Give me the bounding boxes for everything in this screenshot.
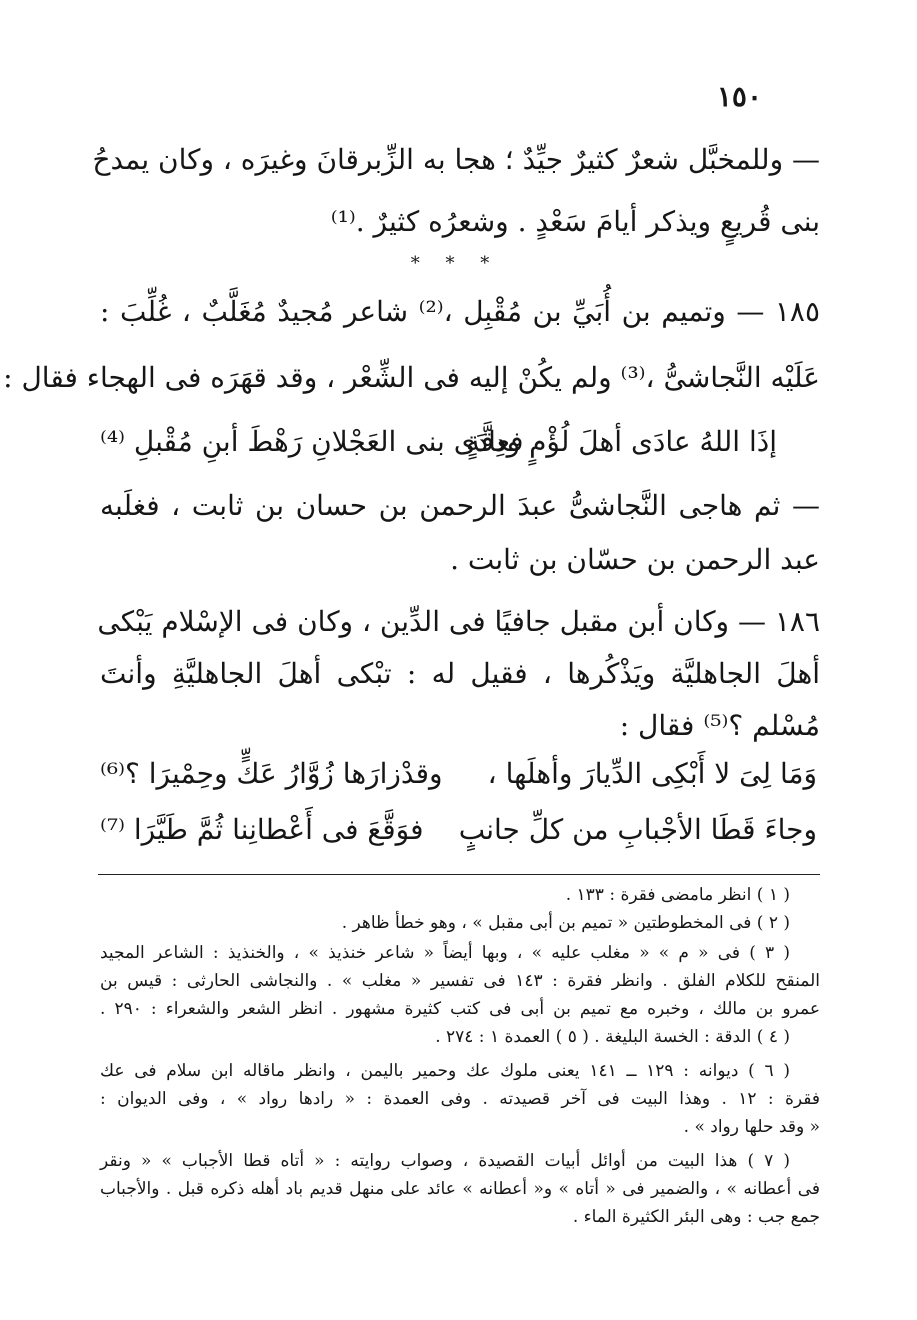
footnote-6-line-3: « وقد حلها رواد » . [683,1117,820,1137]
footnote-1: ( ١ ) انظر مامضى فقرة : ١٣٣ . [565,885,790,905]
verse-1-first-hemistich: إذَا اللهُ عادَى أهلَ لُؤْمٍ ودِقَّةٍ [465,425,777,458]
body-line-8: أهلَ الجاهليَّة ويَذْكُرها ، فقيل له : تبْكى أهلَ الجاهليَّةِ وأنتَ [100,657,820,690]
body-line-4: عَلَيْه النَّجاشىُّ ،⁽³⁾ ولم يكُنْ إليه فى الشِّعْر ، وقد قهَرَه فى الهجاء فقال : [3,361,820,394]
body-line-1: — وللمخبَّل شعرٌ كثيرٌ جيِّدٌ ؛ هجا به الزِّبرقانَ وغيرَه ، وكان يمدحُ [92,143,820,176]
verse-1-second-hemistich: فعادَى بنى العَجْلانِ رَهْطَ أبنِ مُقْبلِ ⁽⁴⁾ [100,425,524,458]
body-line-9: مُسْلم ؟⁽⁵⁾ فقال : [619,709,820,742]
footnote-7-line-1: ( ٧ ) هذا البيت من أوائل أبيات القصيدة ، وصواب روايته : « أتاه قطا الأجباب » « ونقر [100,1151,790,1171]
body-line-5: — ثم هاجى النَّجاشىُّ عبدَ الرحمن بن حسان بن ثابت ، فغلَبه [100,489,820,522]
footnote-2: ( ٢ ) فى المخطوطتين « تميم بن أبى مقبل » ، وهو خطأ ظاهر . [341,913,790,933]
body-line-6: عبد الرحمن بن حسّان بن ثابت . [450,543,820,576]
verse-3-second-hemistich: فوَقَّعَ فى أَعْطانِنا ثُمَّ طَيَّرَا ⁽⁷⁾ [100,813,424,846]
footnote-3-line-3: عمرو بن مالك ، وخبره مع تميم بن أبى فى كتب كثيرة مشهور . انظر الشعر والشعراء : ٢٩٠ . [100,999,820,1019]
footnote-separator [98,874,820,875]
footnote-3-line-2: المنقح للكلام الفلق . وانظر فقرة : ١٤٣ فى تفسير « مغلب » . والنجاشى الحارثى : قيس بن [100,971,820,991]
body-line-2: بنى قُريعٍ ويذكر أيامَ سَعْدٍ . وشعرُه كثيرٌ .⁽¹⁾ [330,205,820,238]
footnote-6-line-1: ( ٦ ) ديوانه : ١٢٩ ــ ١٤١ يعنى ملوك عك وحمير باليمن ، وانظر ماقاله ابن سلام فى عك [100,1061,790,1081]
section-stars: * * * [410,253,500,274]
verse-2-first-hemistich: وَمَا لِىَ لا أَبْكِى الدِّيارَ وأهلَها ، [487,757,817,790]
footnote-3-line-1: ( ٣ ) فى « م » « مغلب عليه » ، وبها أيضاً « شاعر خنذيذ » ، والخنذيذ : الشاعر المجيد [100,943,790,963]
footnote-4-5: ( ٤ ) الدقة : الخسة البليغة . ( ٥ ) العمدة ١ : ٢٧٤ . [435,1027,790,1047]
body-line-3: ١٨٥ — وتميم بن أُبَيِّ بن مُقْبِل ،⁽²⁾ شاعر مُجيدٌ مُغَلَّبٌ ، غُلِّبَ : [100,295,820,328]
footnote-6-line-2: فقرة : ١٢ . وهذا البيت فى آخر قصيدته . وفى العمدة : « رادها رواد » ، وفى الديوان : [100,1089,820,1109]
page-number: ١٥٠ [716,80,762,113]
footnote-7-line-3: جمع جب : وهى البئر الكثيرة الماء . [572,1207,820,1227]
body-line-7: ١٨٦ — وكان أبن مقبل جافيًا فى الدِّين ، وكان فى الإسْلام يَبْكى [97,605,820,638]
verse-3-first-hemistich: وجاءَ قَطَا الأجْبابِ من كلِّ جانبٍ [458,813,817,846]
footnote-7-line-2: فى أعطانه » ، والضمير فى « أتاه » و« أعطانه » عائد على منهل قديم باد أهله ذكره قبل . والأجباب [100,1179,820,1199]
verse-2-second-hemistich: وقدْزارَها زُوَّارُ عَكٍّ وحِمْيرَا ؟⁽⁶⁾ [100,757,443,790]
